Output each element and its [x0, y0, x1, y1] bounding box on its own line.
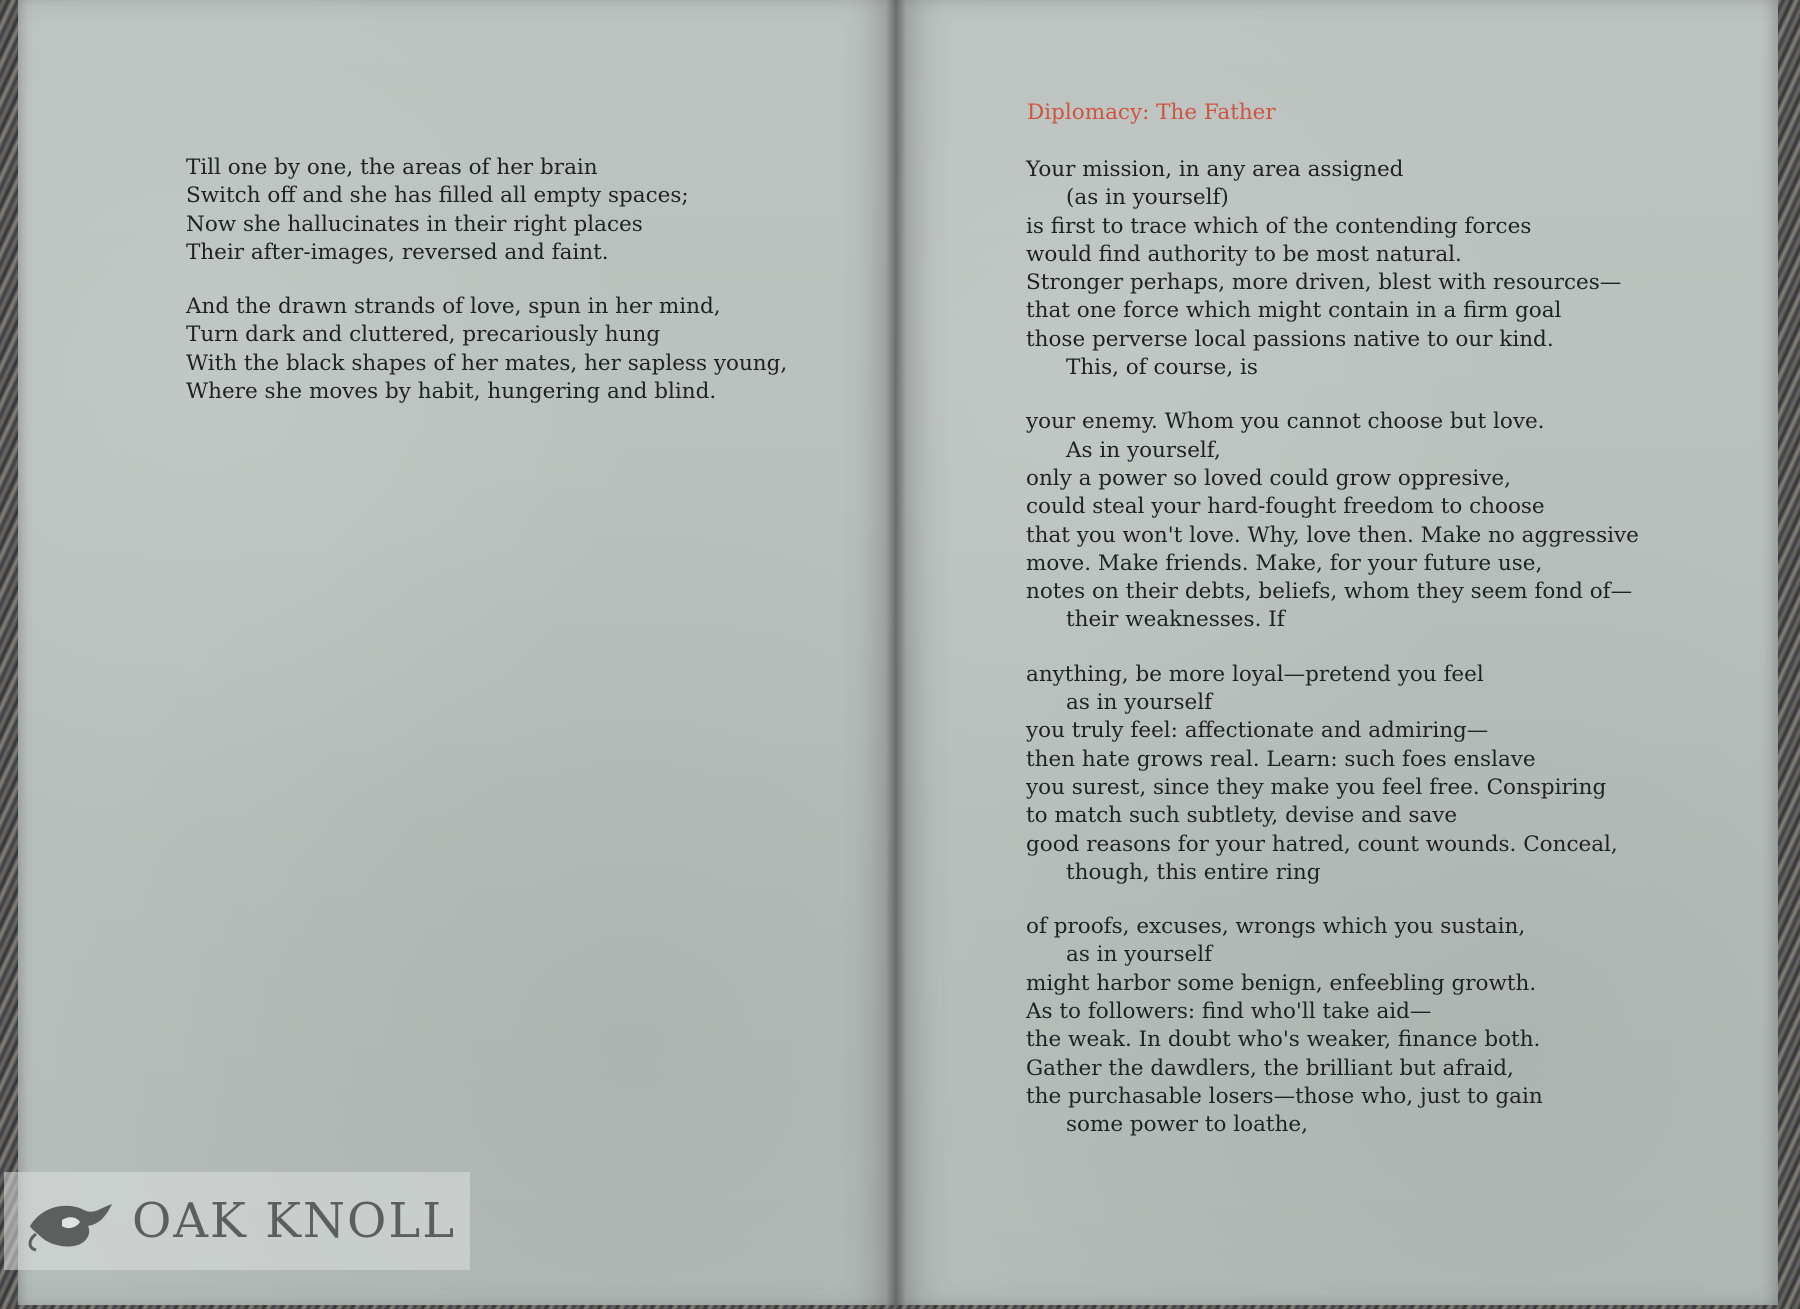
poem-line: Your mission, in any area assigned: [1026, 157, 1404, 182]
poem-line: good reasons for your hatred, count wounds. Conceal,: [1026, 831, 1618, 857]
poem-line: is first to trace which of the contending forces: [1026, 213, 1532, 239]
poem-line: could steal your hard-fought freedom to choose: [1026, 494, 1545, 520]
poem-line: notes on their debts, beliefs, whom they seem fond of—: [1026, 579, 1633, 605]
poem-line: the weak. In doubt who's weaker, finance both.: [1026, 1027, 1541, 1053]
stanza-break: [1026, 635, 1639, 661]
poem-line: to match such subtlety, devise and save: [1026, 803, 1458, 829]
poem-line: This, of course, is: [1066, 355, 1258, 381]
stanza-break: [1026, 887, 1639, 913]
left-page-poem: [186, 154, 787, 406]
poem-line: their weaknesses. If: [1066, 607, 1285, 633]
poem-line: might harbor some benign, enfeebling growth.: [1026, 970, 1537, 996]
poem-line: Where she moves by habit, hungering and blind.: [186, 379, 717, 405]
poem-line: some power to loathe,: [1066, 1112, 1308, 1138]
poem-line: (as in yourself): [1066, 185, 1229, 211]
poem-line: And the drawn strands of love, spun in her mind,: [186, 294, 721, 320]
poem-line: Now she hallucinates in their right places: [186, 211, 643, 237]
poem-line: that you won't love. Why, love then. Make no aggressive: [1026, 522, 1639, 548]
poem-line: Their after-images, reversed and faint.: [186, 239, 609, 265]
poem-line: As to followers: find who'll take aid—: [1026, 999, 1432, 1025]
watermark: [4, 1172, 470, 1270]
stanza-break: [1026, 382, 1639, 408]
poem-line: that one force which might contain in a firm goal: [1026, 298, 1562, 324]
watermark-text: OAK KNOLL: [132, 1193, 457, 1249]
book-gutter: [886, 0, 906, 1305]
poem-line: As in yourself,: [1066, 437, 1221, 463]
poem-line: only a power so loved could grow oppresive,: [1026, 465, 1511, 491]
poem-title: Diplomacy: The Father: [1027, 100, 1276, 125]
poem-line: Stronger perhaps, more driven, blest with resources—: [1026, 270, 1622, 296]
poem-line: though, this entire ring: [1066, 859, 1321, 885]
poem-line: Till one by one, the areas of her brain: [186, 155, 598, 180]
poem-line: With the black shapes of her mates, her sapless young,: [186, 350, 788, 376]
poem-line: Turn dark and cluttered, precariously hung: [186, 322, 661, 348]
poem-line: of proofs, excuses, wrongs which you sustain,: [1026, 914, 1526, 940]
poem-line: then hate grows real. Learn: such foes enslave: [1026, 746, 1536, 772]
poem-line: those perverse local passions native to our kind.: [1026, 326, 1554, 352]
poem-line: you surest, since they make you feel free. Conspiring: [1026, 774, 1607, 800]
poem-line: Switch off and she has filled all empty spaces;: [186, 183, 689, 209]
poem-line: would find authority to be most natural.: [1026, 241, 1462, 267]
oak-knoll-leaf-logo-icon: [22, 1186, 122, 1256]
poem-line: Gather the dawdlers, the brilliant but afraid,: [1026, 1055, 1514, 1081]
poem-line: as in yourself: [1066, 690, 1213, 716]
poem-line: anything, be more loyal—pretend you feel: [1026, 661, 1484, 687]
stanza-break: [186, 267, 787, 293]
poem-line: you truly feel: affectionate and admiring—: [1026, 718, 1489, 744]
poem-line: your enemy. Whom you cannot choose but love.: [1026, 409, 1545, 435]
poem-line: as in yourself: [1066, 942, 1213, 968]
poem-line: the purchasable losers—those who, just to gain: [1026, 1083, 1543, 1109]
poem-line: move. Make friends. Make, for your future use,: [1026, 550, 1543, 576]
right-page-poem: [1026, 156, 1639, 1140]
